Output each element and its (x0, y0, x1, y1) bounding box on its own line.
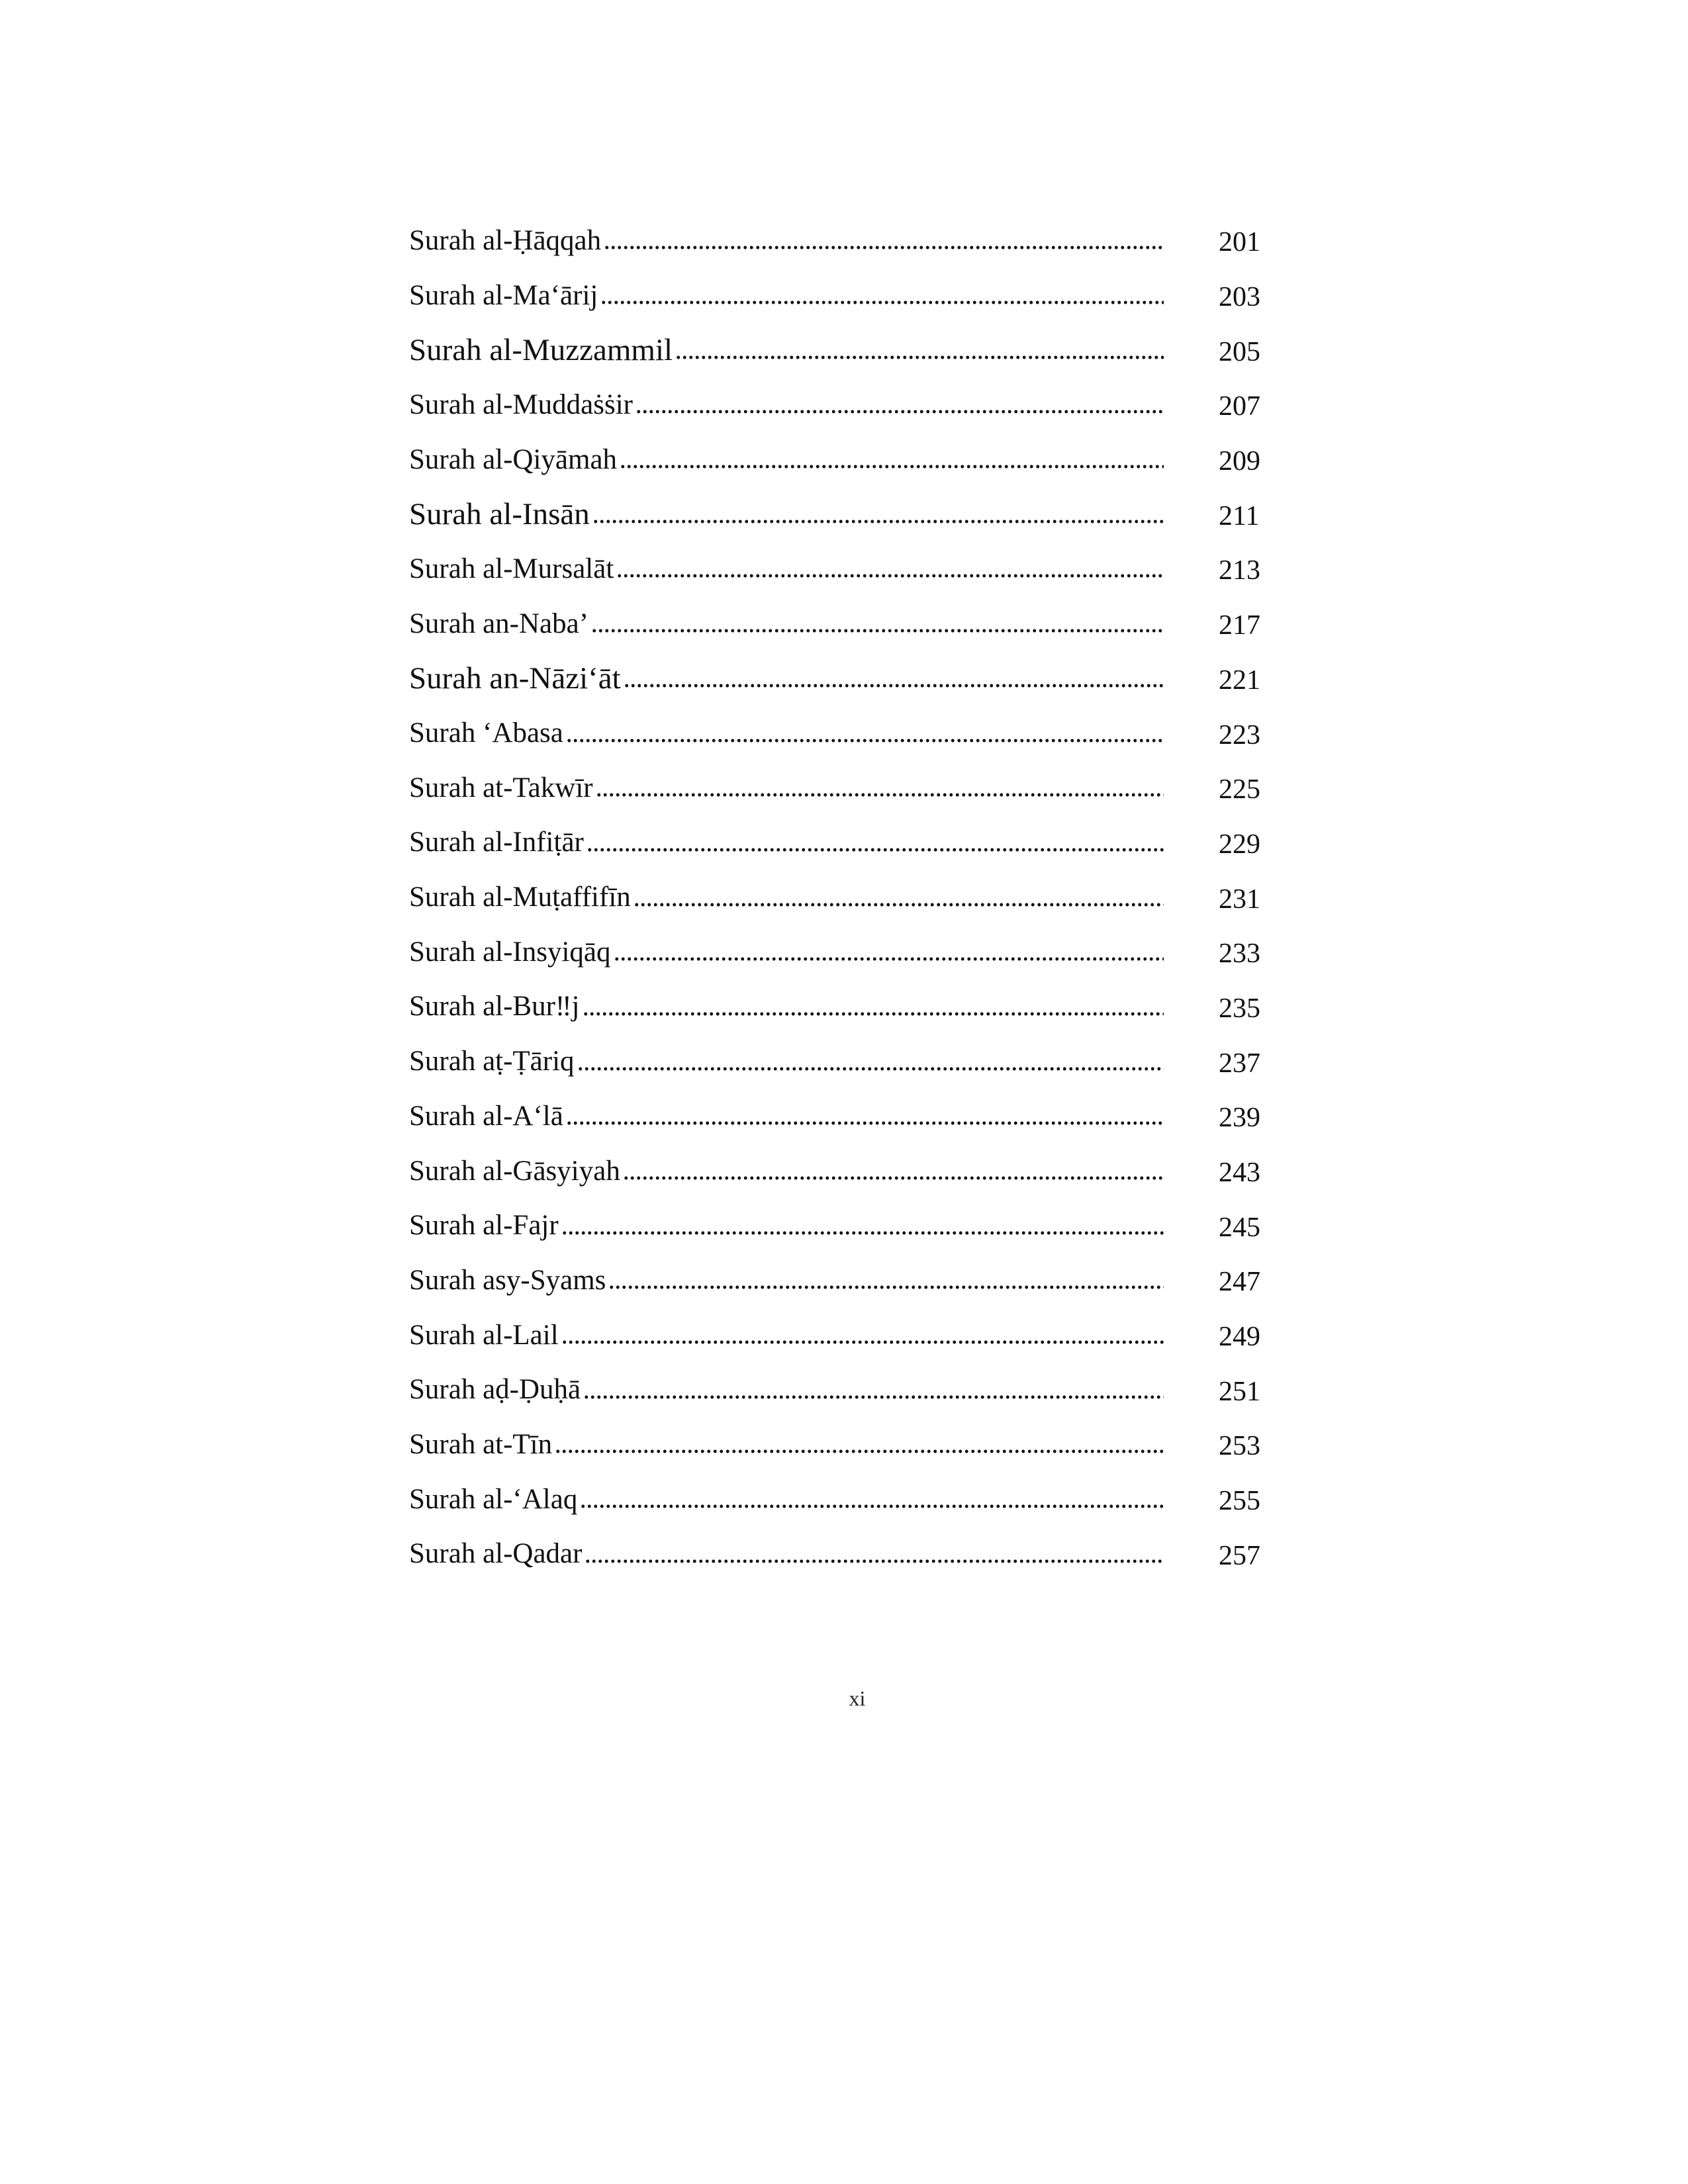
toc-entry-page: 251 (1219, 1376, 1260, 1407)
toc-entry[interactable] (409, 213, 1263, 268)
toc-entry-title: Surah al-Ma‘ārij (409, 279, 598, 311)
toc-entry-page: 211 (1219, 500, 1260, 531)
toc-entry-page: 247 (1219, 1267, 1260, 1298)
toc-entry-title: Surah al-Ḥāqqah (409, 224, 602, 256)
toc-entry-page: 243 (1219, 1157, 1260, 1188)
toc-entry[interactable] (409, 1308, 1263, 1363)
dot-leader (604, 245, 1164, 250)
toc-entry[interactable] (409, 979, 1263, 1034)
dot-leader (592, 519, 1164, 524)
toc-entry[interactable] (409, 760, 1263, 815)
toc-entry-page: 217 (1219, 610, 1260, 641)
toc-entry-page: 253 (1219, 1431, 1260, 1462)
toc-entry-page: 231 (1219, 884, 1260, 915)
toc-entry-page: 213 (1219, 555, 1260, 586)
toc-entry-page: 233 (1219, 938, 1260, 970)
dot-leader (675, 355, 1164, 360)
toc-entry[interactable] (409, 322, 1263, 377)
toc-entry[interactable] (409, 1198, 1263, 1253)
page-number: xi (849, 1686, 866, 1710)
dot-leader (635, 409, 1164, 414)
dot-leader (561, 1230, 1164, 1236)
dot-leader (555, 1449, 1164, 1454)
toc-entry-page: 201 (1219, 227, 1260, 258)
toc-entry-title: Surah ‘Abasa (409, 717, 563, 749)
toc-entry[interactable] (409, 541, 1263, 596)
toc-entry-title: Surah al-Gāsyiyah (409, 1155, 620, 1187)
toc-entry[interactable] (409, 596, 1263, 651)
dot-leader (580, 1504, 1164, 1509)
dot-leader (585, 1559, 1164, 1564)
toc-entry-title: Surah al-Fajr (409, 1210, 559, 1242)
toc-entry-page: 249 (1219, 1321, 1260, 1352)
toc-entry-title: Surah at-Tīn (409, 1428, 553, 1460)
toc-entry-title: Surah al-‘Alaq (409, 1483, 578, 1515)
toc-entry-title: Surah al-A‘lā (409, 1100, 563, 1132)
toc-entry[interactable] (409, 815, 1263, 870)
dot-leader (566, 738, 1164, 743)
toc-entry-page: 255 (1219, 1486, 1260, 1517)
dot-leader (561, 1340, 1164, 1345)
toc-entry-title: Surah al-Bur‼j (409, 991, 580, 1023)
toc-entry-page: 223 (1219, 719, 1260, 751)
toc-entry-title: Surah aḍ-Ḍuḥā (409, 1374, 581, 1406)
toc-entry-page: 239 (1219, 1103, 1260, 1134)
toc-entry-page: 257 (1219, 1540, 1260, 1571)
toc-entry-title: Surah al-Insān (409, 496, 590, 531)
dot-leader (591, 628, 1164, 633)
dot-leader (586, 847, 1164, 852)
toc-entry[interactable] (409, 1527, 1263, 1582)
toc-entry-page: 225 (1219, 774, 1260, 805)
toc-entry[interactable] (409, 1253, 1263, 1308)
toc-entry-title: Surah an-Nāzi‘āt (409, 660, 621, 696)
toc-entry-title: Surah asy-Syams (409, 1264, 606, 1296)
toc-entry[interactable] (409, 432, 1263, 487)
toc-entry-title: Surah at-Takwīr (409, 772, 593, 803)
toc-entry-page: 221 (1219, 664, 1260, 696)
toc-entry-page: 203 (1219, 281, 1260, 312)
toc-entry-title: Surah al-Qiyāmah (409, 443, 618, 475)
toc-entry[interactable] (409, 268, 1263, 323)
toc-entry-title: Surah al-Insyiqāq (409, 936, 611, 968)
toc-entry-title: Surah al-Infiṭār (409, 827, 584, 858)
toc-entry-page: 235 (1219, 993, 1260, 1024)
toc-entry[interactable] (409, 1034, 1263, 1089)
dot-leader (583, 1011, 1164, 1017)
toc-entry[interactable] (409, 925, 1263, 979)
toc-entry[interactable] (409, 705, 1263, 760)
toc-entry-page: 229 (1219, 829, 1260, 860)
dot-leader (624, 683, 1164, 688)
toc-entry[interactable] (409, 1472, 1263, 1527)
dot-leader (614, 956, 1164, 962)
toc-entry[interactable] (409, 651, 1263, 706)
toc-entry[interactable] (409, 1362, 1263, 1417)
toc-entry-page: 207 (1219, 391, 1260, 422)
dot-leader (633, 902, 1164, 907)
toc-entry-title: Surah al-Muzzammil (409, 332, 673, 367)
toc-entry-title: Surah al-Lail (409, 1319, 559, 1351)
dot-leader (596, 792, 1164, 797)
toc-entry-title: Surah al-Muddaṡṡir (409, 388, 633, 420)
dot-leader (623, 1175, 1164, 1181)
dot-leader (600, 300, 1164, 305)
toc-entry-title: Surah an-Naba’ (409, 608, 589, 639)
dot-leader (583, 1394, 1164, 1400)
toc-entry[interactable] (409, 1089, 1263, 1144)
dot-leader (566, 1120, 1164, 1126)
toc-entry[interactable] (409, 377, 1263, 432)
toc-entry-title: Surah al-Qadar (409, 1538, 583, 1570)
toc-entry-page: 205 (1219, 336, 1260, 367)
toc-entry[interactable] (409, 486, 1263, 541)
toc-entry[interactable] (409, 1417, 1263, 1472)
toc-entry-title: Surah al-Muṭaffifīn (409, 882, 631, 913)
dot-leader (577, 1066, 1164, 1071)
toc-entry[interactable] (409, 870, 1263, 925)
dot-leader (620, 464, 1164, 469)
toc-entry-title: Surah al-Mursalāt (409, 553, 614, 584)
toc-entry-page: 209 (1219, 445, 1260, 477)
toc-entry-page: 237 (1219, 1048, 1260, 1079)
dot-leader (608, 1285, 1164, 1290)
toc-entry-page: 245 (1219, 1212, 1260, 1243)
toc-entry[interactable] (409, 1144, 1263, 1199)
toc-entry-title: Surah aṭ-Ṭāriq (409, 1046, 575, 1077)
dot-leader (616, 573, 1164, 578)
table-of-contents (409, 213, 1263, 1581)
